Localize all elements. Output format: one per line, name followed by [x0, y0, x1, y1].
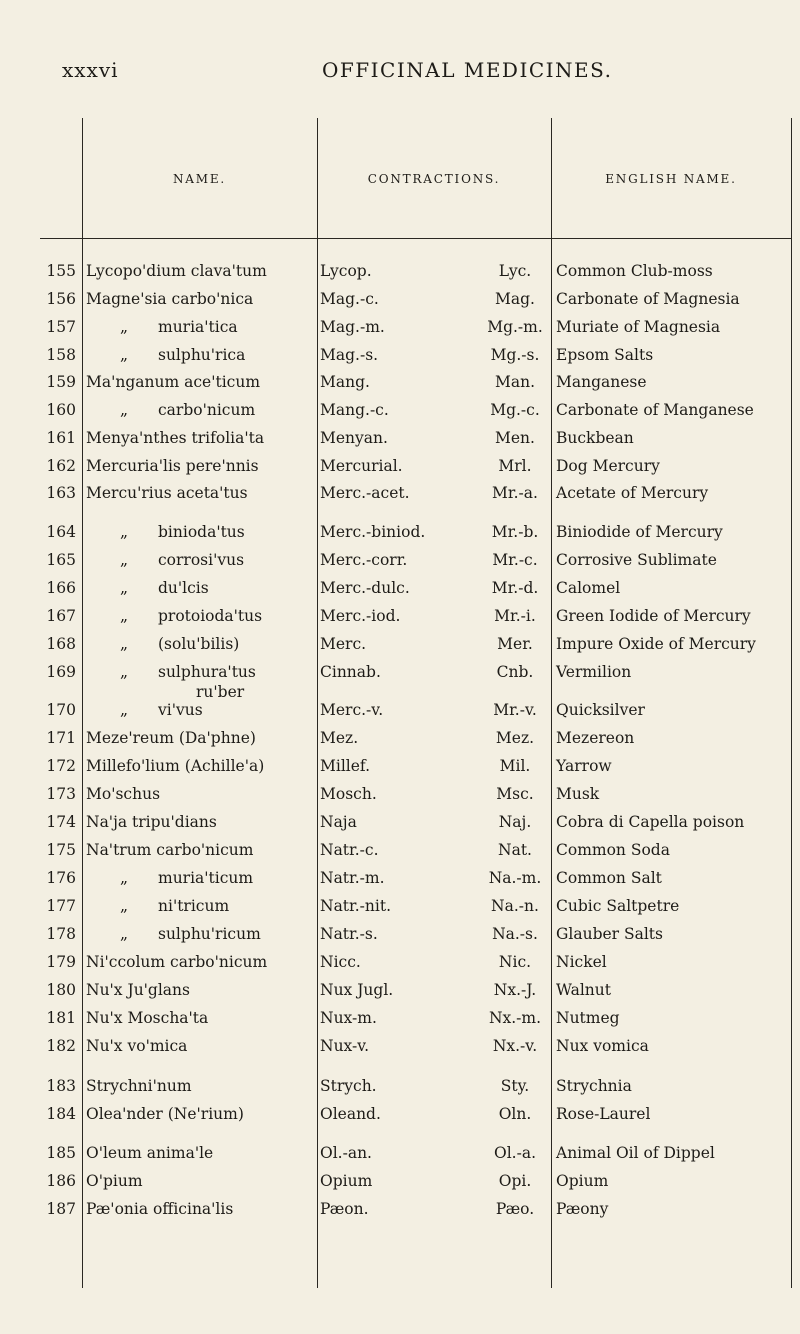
table-row [40, 258, 792, 284]
latin-name: Menya'nthes trifolia'ta [86, 429, 265, 447]
ditto-mark: „ [120, 897, 129, 915]
english-name: Impure Oxide of Mercury [556, 635, 756, 653]
latin-name: Nu'x vo'mica [86, 1037, 188, 1055]
row-number: 162 [46, 457, 76, 475]
table-row [40, 1033, 792, 1059]
contraction-long: Oleand. [320, 1105, 381, 1123]
table-row [40, 342, 792, 368]
row-number: 169 [46, 663, 76, 681]
contraction-long: Opium [320, 1172, 373, 1190]
row-number: 158 [46, 346, 76, 364]
header-rule [40, 238, 792, 239]
english-name: Vermilion [556, 663, 632, 681]
row-number: 174 [46, 813, 76, 831]
table-row [40, 725, 792, 751]
contraction-long: Strych. [320, 1077, 377, 1095]
contraction-long: Merc.-dulc. [320, 579, 410, 597]
row-number: 156 [46, 290, 76, 308]
english-name: Carbonate of Magnesia [556, 290, 740, 308]
table-row [40, 575, 792, 601]
running-head [62, 58, 752, 82]
table-row [40, 949, 792, 975]
row-number: 161 [46, 429, 76, 447]
contraction-short: Na.-s. [492, 925, 538, 943]
table-row [40, 1101, 792, 1127]
latin-name: corrosi'vus [158, 551, 245, 569]
contraction-short: Mag. [495, 290, 535, 308]
contraction-short: Na.-m. [488, 869, 542, 887]
ditto-mark: „ [120, 869, 129, 887]
row-number: 176 [46, 869, 76, 887]
contraction-short: Nic. [498, 953, 532, 971]
row-number: 186 [46, 1172, 76, 1190]
contraction-short: Msc. [496, 785, 534, 803]
latin-name: Lycopo'dium clava'tum [86, 262, 267, 280]
english-name: Quicksilver [556, 701, 645, 719]
contraction-long: Mang. [320, 373, 370, 391]
english-name: Common Salt [556, 869, 662, 887]
contraction-short: Mr.-i. [494, 607, 536, 625]
latin-name: binioda'tus [158, 523, 245, 541]
latin-name: Strychni'num [86, 1077, 192, 1095]
contraction-short: Mg.-c. [490, 401, 540, 419]
row-number: 159 [46, 373, 76, 391]
row-number: 173 [46, 785, 76, 803]
table-row [40, 865, 792, 891]
table-row [40, 977, 792, 1003]
english-name: Acetate of Mercury [556, 484, 709, 502]
contraction-long: Mang.-c. [320, 401, 389, 419]
table-row [40, 369, 792, 395]
table-row [40, 893, 792, 919]
latin-name: sulphura'tus [158, 663, 256, 681]
row-number: 157 [46, 318, 76, 336]
latin-name: Mercu'rius aceta'tus [86, 484, 248, 502]
table-row [40, 519, 792, 545]
row-number: 165 [46, 551, 76, 569]
english-name: Calomel [556, 579, 621, 597]
running-title: OFFICINAL MEDICINES. [322, 58, 613, 82]
english-name: Strychnia [556, 1077, 632, 1095]
table-row [40, 397, 792, 423]
table-row [40, 1005, 792, 1031]
contraction-long: Merc.-iod. [320, 607, 401, 625]
latin-name: Nu'x Moscha'ta [86, 1009, 209, 1027]
table-row [40, 1140, 792, 1166]
english-name: Common Soda [556, 841, 670, 859]
row-number: 172 [46, 757, 76, 775]
contraction-short: Mg.-s. [490, 346, 540, 364]
english-name: Opium [556, 1172, 609, 1190]
latin-name: carbo'nicum [158, 401, 256, 419]
latin-name: sulphu'rica [158, 346, 246, 364]
contraction-short: Naj. [498, 813, 532, 831]
latin-name: Millefo'lium (Achille'a) [86, 757, 265, 775]
english-name: Cubic Saltpetre [556, 897, 680, 915]
ditto-mark: „ [120, 318, 129, 336]
latin-name: Olea'nder (Ne'rium) [86, 1105, 244, 1123]
row-number: 183 [46, 1077, 76, 1095]
english-name: Animal Oil of Dippel [556, 1144, 715, 1162]
english-name: Epsom Salts [556, 346, 654, 364]
table-row [40, 453, 792, 479]
latin-name: du'lcis [158, 579, 209, 597]
latin-name: Mo'schus [86, 785, 161, 803]
row-number: 164 [46, 523, 76, 541]
contraction-long: Merc.-v. [320, 701, 384, 719]
row-number: 184 [46, 1105, 76, 1123]
english-name: Nickel [556, 953, 607, 971]
contraction-long: Mag.-m. [320, 318, 385, 336]
latin-name: Na'trum carbo'nicum [86, 841, 254, 859]
table-row [40, 603, 792, 629]
row-number: 182 [46, 1037, 76, 1055]
contraction-long: Nux Jugl. [320, 981, 394, 999]
english-name: Yarrow [556, 757, 612, 775]
latin-name: ni'tricum [158, 897, 230, 915]
ditto-mark: „ [120, 663, 129, 681]
contraction-short: Mg.-m. [487, 318, 543, 336]
row-number: 163 [46, 484, 76, 502]
latin-name: Ma'nganum ace'ticum [86, 373, 261, 391]
contraction-short: Mrl. [498, 457, 532, 475]
latin-name-continuation: ru'ber [196, 683, 245, 701]
ditto-mark: „ [120, 551, 129, 569]
table-row [40, 1073, 792, 1099]
row-number: 178 [46, 925, 76, 943]
english-name: Walnut [556, 981, 611, 999]
ditto-mark: „ [120, 925, 129, 943]
table-row [40, 547, 792, 573]
english-name: Nutmeg [556, 1009, 620, 1027]
ditto-mark: „ [120, 346, 129, 364]
contraction-short: Sty. [500, 1077, 530, 1095]
contraction-short: Na.-n. [491, 897, 539, 915]
ditto-mark: „ [120, 579, 129, 597]
english-name: Muriate of Magnesia [556, 318, 721, 336]
contraction-short: Nx.-J. [493, 981, 537, 999]
contraction-long: Mag.-c. [320, 290, 379, 308]
row-number: 166 [46, 579, 76, 597]
contraction-long: Merc.-biniod. [320, 523, 426, 541]
latin-name: muria'tica [158, 318, 238, 336]
english-name: Pæony [556, 1200, 609, 1218]
contraction-long: Merc. [320, 635, 367, 653]
table-row [40, 781, 792, 807]
latin-name: O'pium [86, 1172, 143, 1190]
row-number: 170 [46, 701, 76, 719]
contraction-long: Mercurial. [320, 457, 403, 475]
page-number: xxxvi [62, 58, 119, 82]
latin-name: Meze'reum (Da'phne) [86, 729, 256, 747]
english-name: Nux vomica [556, 1037, 649, 1055]
ditto-mark: „ [120, 401, 129, 419]
english-name: Buckbean [556, 429, 634, 447]
ditto-mark: „ [120, 701, 129, 719]
column-header-english: ENGLISH NAME. [605, 172, 737, 186]
row-number: 180 [46, 981, 76, 999]
row-number: 155 [46, 262, 76, 280]
latin-name: Magne'sia carbo'nica [86, 290, 254, 308]
contraction-long: Pæon. [320, 1200, 369, 1218]
contraction-long: Natr.-s. [320, 925, 378, 943]
table-row [40, 921, 792, 947]
latin-name: vi'vus [158, 701, 203, 719]
row-number: 167 [46, 607, 76, 625]
contraction-long: Cinnab. [320, 663, 381, 681]
contraction-short: Cnb. [496, 663, 534, 681]
row-number: 187 [46, 1200, 76, 1218]
contraction-long: Mosch. [320, 785, 377, 803]
contraction-long: Natr.-m. [320, 869, 385, 887]
english-name: Green Iodide of Mercury [556, 607, 751, 625]
contraction-long: Millef. [320, 757, 371, 775]
latin-name: (solu'bilis) [158, 635, 240, 653]
english-name: Dog Mercury [556, 457, 660, 475]
contraction-short: Nx.-m. [488, 1009, 542, 1027]
contraction-short: Oln. [498, 1105, 532, 1123]
contraction-long: Mez. [320, 729, 359, 747]
english-name: Glauber Salts [556, 925, 663, 943]
contraction-short: Mr.-v. [493, 701, 537, 719]
english-name: Musk [556, 785, 600, 803]
contraction-short: Mr.-d. [491, 579, 539, 597]
contraction-short: Mr.-c. [492, 551, 538, 569]
latin-name: Ni'ccolum carbo'nicum [86, 953, 268, 971]
contraction-short: Mr.-b. [491, 523, 539, 541]
table-row [40, 631, 792, 657]
table-row [40, 809, 792, 835]
latin-name: Na'ja tripu'dians [86, 813, 217, 831]
table-row [40, 314, 792, 340]
contraction-short: Pæo. [495, 1200, 535, 1218]
contraction-long: Ol.-an. [320, 1144, 372, 1162]
table-row [40, 837, 792, 863]
latin-name: sulphu'ricum [158, 925, 261, 943]
contraction-long: Merc.-acet. [320, 484, 410, 502]
table-row [40, 425, 792, 451]
row-number: 175 [46, 841, 76, 859]
contraction-short: Nat. [498, 841, 532, 859]
contraction-short: Mil. [499, 757, 531, 775]
medicines-table [40, 118, 792, 1288]
table-row [40, 1196, 792, 1222]
latin-name: O'leum anima'le [86, 1144, 214, 1162]
contraction-short: Nx.-v. [492, 1037, 538, 1055]
row-number: 160 [46, 401, 76, 419]
contraction-short: Lyc. [498, 262, 532, 280]
contraction-short: Man. [494, 373, 536, 391]
contraction-short: Ol.-a. [494, 1144, 536, 1162]
contraction-long: Nux-v. [320, 1037, 370, 1055]
latin-name: Nu'x Ju'glans [86, 981, 190, 999]
english-name: Common Club-moss [556, 262, 713, 280]
row-number: 181 [46, 1009, 76, 1027]
contraction-short: Mr.-a. [492, 484, 538, 502]
table-row [40, 659, 792, 701]
contraction-short: Opi. [498, 1172, 532, 1190]
contraction-short: Men. [495, 429, 535, 447]
english-name: Manganese [556, 373, 647, 391]
contraction-short: Mez. [495, 729, 535, 747]
contraction-long: Nicc. [320, 953, 361, 971]
contraction-long: Mag.-s. [320, 346, 379, 364]
contraction-short: Mer. [497, 635, 533, 653]
ditto-mark: „ [120, 523, 129, 541]
row-number: 185 [46, 1144, 76, 1162]
contraction-long: Natr.-c. [320, 841, 379, 859]
latin-name: Mercuria'lis pere'nnis [86, 457, 259, 475]
row-number: 179 [46, 953, 76, 971]
contraction-long: Natr.-nit. [320, 897, 391, 915]
row-number: 171 [46, 729, 76, 747]
row-number: 168 [46, 635, 76, 653]
table-row [40, 697, 792, 723]
english-name: Corrosive Sublimate [556, 551, 717, 569]
contraction-long: Lycop. [320, 262, 372, 280]
latin-name: protoioda'tus [158, 607, 263, 625]
latin-name: Pæ'onia officina'lis [86, 1200, 234, 1218]
latin-name: muria'ticum [158, 869, 254, 887]
table-row [40, 286, 792, 312]
contraction-long: Merc.-corr. [320, 551, 408, 569]
table-row [40, 480, 792, 506]
column-header-contractions: CONTRACTIONS. [367, 172, 501, 186]
contraction-long: Nux-m. [320, 1009, 377, 1027]
contraction-long: Naja [320, 813, 357, 831]
contraction-long: Menyan. [320, 429, 388, 447]
english-name: Carbonate of Manganese [556, 401, 754, 419]
table-row [40, 1168, 792, 1194]
english-name: Biniodide of Mercury [556, 523, 723, 541]
table-row [40, 753, 792, 779]
english-name: Mezereon [556, 729, 635, 747]
ditto-mark: „ [120, 607, 129, 625]
english-name: Rose-Laurel [556, 1105, 651, 1123]
english-name: Cobra di Capella poison [556, 813, 745, 831]
ditto-mark: „ [120, 635, 129, 653]
column-header-name: NAME. [172, 172, 227, 186]
row-number: 177 [46, 897, 76, 915]
